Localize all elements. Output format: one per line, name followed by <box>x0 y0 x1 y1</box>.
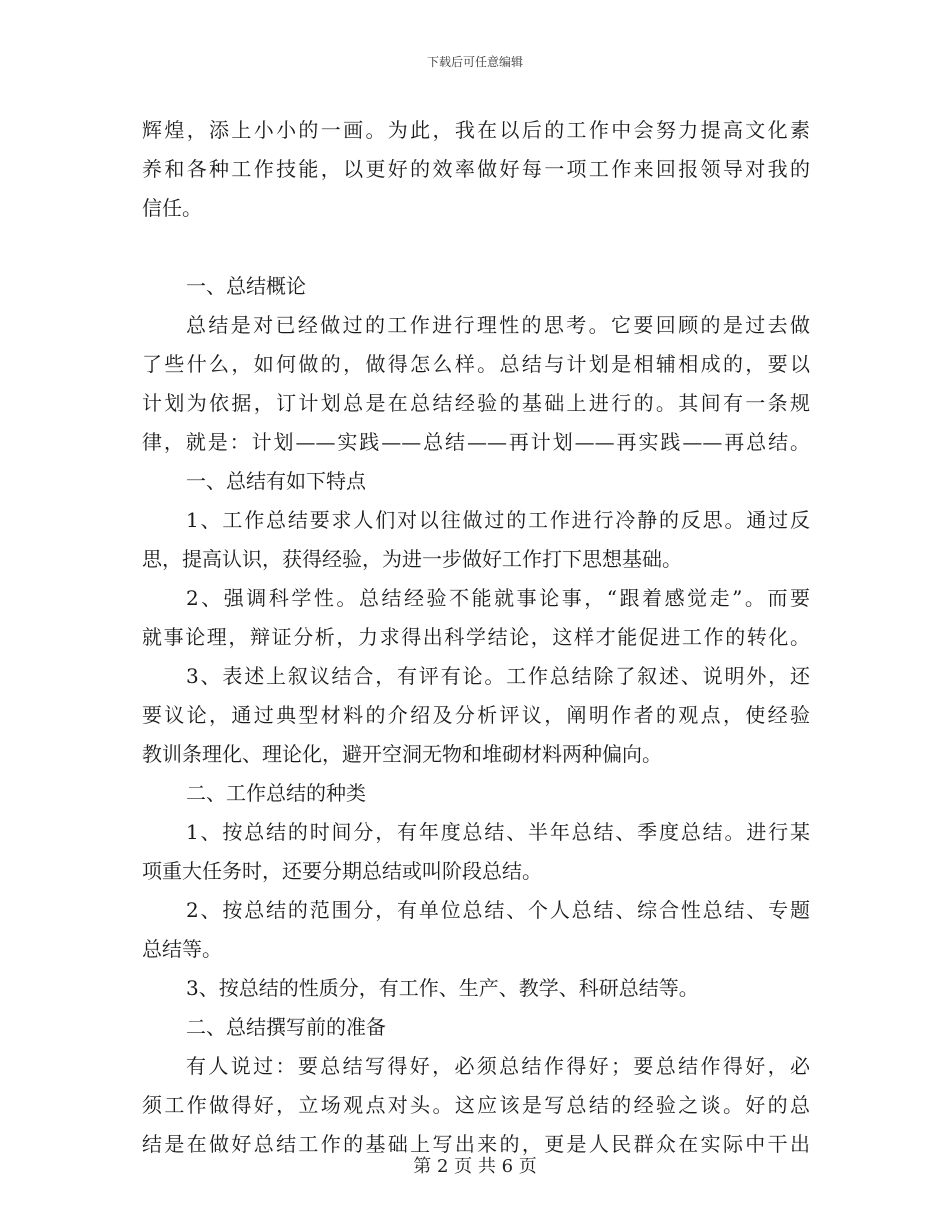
body-line: 项重大任务时，还要分期总结或叫阶段总结。 <box>142 859 542 883</box>
body-line: 2、强调科学性。总结经验不能就事论事，“跟着感觉走”。而要 <box>186 586 810 610</box>
body-line: 思，提高认识，获得经验，为进一步做好工作打下思想基础。 <box>142 547 682 571</box>
section-heading: 二、工作总结的种类 <box>186 781 366 805</box>
body-line: 结是在做好总结工作的基础上写出来的，更是人民群众在实际中干出 <box>142 1132 810 1156</box>
body-line: 1、工作总结要求人们对以往做过的工作进行冷静的反思。通过反 <box>186 508 810 532</box>
body-line: 总结是对已经做过的工作进行理性的思考。它要回顾的是过去做 <box>186 313 810 337</box>
body-line: 有人说过：要总结写得好，必须总结作得好；要总结作得好，必 <box>186 1054 810 1078</box>
body-line: 辉煌，添上小小的一画。为此，我在以后的工作中会努力提高文化素 <box>142 118 810 142</box>
body-line: 3、按总结的性质分，有工作、生产、教学、科研总结等。 <box>186 976 699 1000</box>
body-line: 计划为依据，订计划总是在总结经验的基础上进行的。其间有一条规 <box>142 391 810 415</box>
document-body <box>142 111 810 1164</box>
body-line: 就事论理，辩证分析，力求得出科学结论，这样才能促进工作的转化。 <box>142 625 810 649</box>
body-line: 总结等。 <box>142 937 222 961</box>
body-line: 3、表述上叙议结合，有评有论。工作总结除了叙述、说明外，还 <box>186 664 810 688</box>
body-line: 养和各种工作技能，以更好的效率做好每一项工作来回报领导对我的 <box>142 157 810 181</box>
body-line: 信任。 <box>142 196 202 220</box>
page-number: 第 2 页 共 6 页 <box>413 1156 537 1177</box>
body-line: 2、按总结的范围分，有单位总结、个人总结、综合性总结、专题 <box>186 898 810 922</box>
body-line: 教训条理化、理论化，避开空洞无物和堆砌材料两种偏向。 <box>142 742 662 766</box>
section-heading: 一、总结概论 <box>186 274 306 298</box>
body-line: 了些什么，如何做的，做得怎么样。总结与计划是相辅相成的，要以 <box>142 352 810 376</box>
body-line: 1、按总结的时间分，有年度总结、半年总结、季度总结。进行某 <box>186 820 810 844</box>
page-header-note: 下载后可任意编辑 <box>426 55 523 69</box>
section-heading: 二、总结撰写前的准备 <box>186 1015 386 1039</box>
body-line: 要议论，通过典型材料的介绍及分析评议，阐明作者的观点，使经验 <box>142 703 810 727</box>
section-heading: 一、总结有如下特点 <box>186 469 366 493</box>
paragraph-gap <box>142 228 810 267</box>
body-line: 须工作做得好，立场观点对头。这应该是写总结的经验之谈。好的总 <box>142 1093 810 1117</box>
body-line: 律，就是：计划——实践——总结——再计划——再实践——再总结。 <box>142 430 810 454</box>
